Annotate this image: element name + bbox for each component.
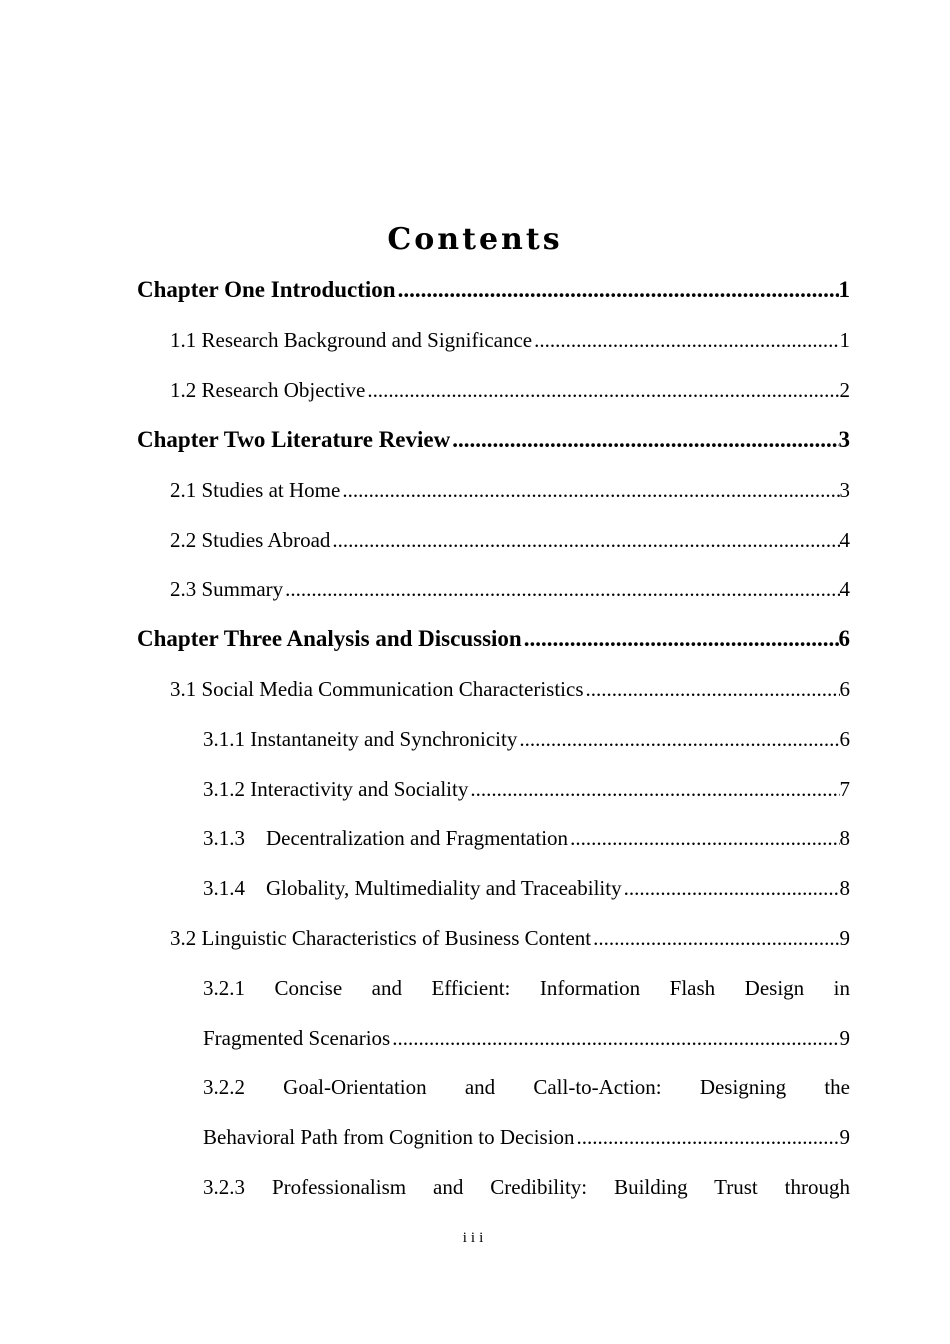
toc-entry-title-continued: Behavioral Path from Cognition to Decision (203, 1125, 575, 1149)
page-title: Contents (387, 222, 563, 257)
toc-subsection-3-2-1-continued[interactable] (203, 1018, 850, 1058)
dot-leader (340, 470, 839, 510)
toc-entry-title: 2.3 Summary (170, 577, 284, 601)
toc-entry-title: 1.1 Research Background and Significance (170, 328, 533, 352)
toc-page-number: 4 (839, 528, 850, 552)
dot-leader (622, 868, 840, 908)
toc-page-number: 1 (838, 277, 850, 302)
toc-subsection-3-2-1[interactable] (203, 968, 850, 1008)
dot-leader (532, 320, 839, 360)
toc-chapter-3[interactable] (137, 619, 850, 659)
toc-page-number: 9 (839, 1026, 850, 1050)
toc-page-number: 9 (839, 926, 850, 950)
toc-chapter-2[interactable] (137, 420, 850, 460)
page-number-footer: iii (462, 1230, 488, 1246)
dot-leader (365, 370, 839, 410)
toc-page-number: 3 (838, 427, 850, 452)
toc-section-1-2[interactable] (170, 370, 850, 410)
toc-entry-title: 3.1.3 Decentralization and Fragmentation (203, 826, 569, 850)
toc-entry-title: Chapter One Introduction (137, 277, 396, 302)
toc-page-number: 9 (839, 1125, 850, 1149)
toc-subsection-3-2-2[interactable] (203, 1067, 850, 1107)
dot-leader (591, 918, 839, 958)
toc-entry-title: 1.2 Research Objective (170, 378, 366, 402)
toc-entry-title: 3.1.4 Globality, Multimediality and Traceability (203, 876, 622, 900)
toc-section-2-2[interactable] (170, 520, 850, 560)
toc-section-3-1[interactable] (170, 669, 850, 709)
dot-leader (396, 270, 839, 310)
toc-entry-title: 3.2.2 Goal-Orientation and Call-to-Action: Designing the (203, 1075, 850, 1099)
toc-page-number: 7 (839, 777, 850, 801)
toc-subsection-3-1-2[interactable] (203, 769, 850, 809)
toc-page-number: 8 (839, 876, 850, 900)
dot-leader (584, 669, 840, 709)
toc-chapter-1[interactable] (137, 270, 850, 310)
toc-subsection-3-1-3[interactable] (203, 818, 850, 858)
dot-leader (283, 569, 839, 609)
dot-leader (568, 818, 839, 858)
toc-entry-title: Chapter Three Analysis and Discussion (137, 626, 522, 651)
dot-leader (468, 769, 839, 809)
toc-section-2-3[interactable] (170, 569, 850, 609)
toc-subsection-3-2-3[interactable] (203, 1167, 850, 1207)
toc-entry-title: 3.2.3 Professionalism and Credibility: Building Trust through (203, 1175, 850, 1199)
toc-section-1-1[interactable] (170, 320, 850, 360)
dot-leader (575, 1117, 840, 1157)
toc-page-number: 8 (839, 826, 850, 850)
dot-leader (330, 520, 839, 560)
dot-leader (522, 619, 839, 659)
toc-entry-title: 2.2 Studies Abroad (170, 528, 331, 552)
toc-subsection-3-2-2-continued[interactable] (203, 1117, 850, 1157)
toc-page-number: 1 (839, 328, 850, 352)
toc-section-2-1[interactable] (170, 470, 850, 510)
toc-page-number: 6 (839, 677, 850, 701)
toc-page-number: 4 (839, 577, 850, 601)
toc-entry-title: 3.2 Linguistic Characteristics of Business Content (170, 926, 592, 950)
toc-entry-title: Chapter Two Literature Review (137, 427, 451, 452)
toc-page-number: 3 (839, 478, 850, 502)
toc-entry-title: 2.1 Studies at Home (170, 478, 341, 502)
toc-page-number: 6 (839, 727, 850, 751)
toc-entry-title: 3.2.1 Concise and Efficient: Information Flash Design in (203, 976, 850, 1000)
toc-entry-title: 3.1.2 Interactivity and Sociality (203, 777, 469, 801)
toc-entry-title-continued: Fragmented Scenarios (203, 1026, 391, 1050)
toc-page-number: 6 (838, 626, 850, 651)
dot-leader (450, 420, 838, 460)
toc-subsection-3-1-1[interactable] (203, 719, 850, 759)
toc-entry-title: 3.1 Social Media Communication Characteristics (170, 677, 584, 701)
toc-section-3-2[interactable] (170, 918, 850, 958)
toc-subsection-3-1-4[interactable] (203, 868, 850, 908)
toc-page-number: 2 (839, 378, 850, 402)
dot-leader (390, 1018, 839, 1058)
dot-leader (517, 719, 839, 759)
toc-entry-title: 3.1.1 Instantaneity and Synchronicity (203, 727, 518, 751)
